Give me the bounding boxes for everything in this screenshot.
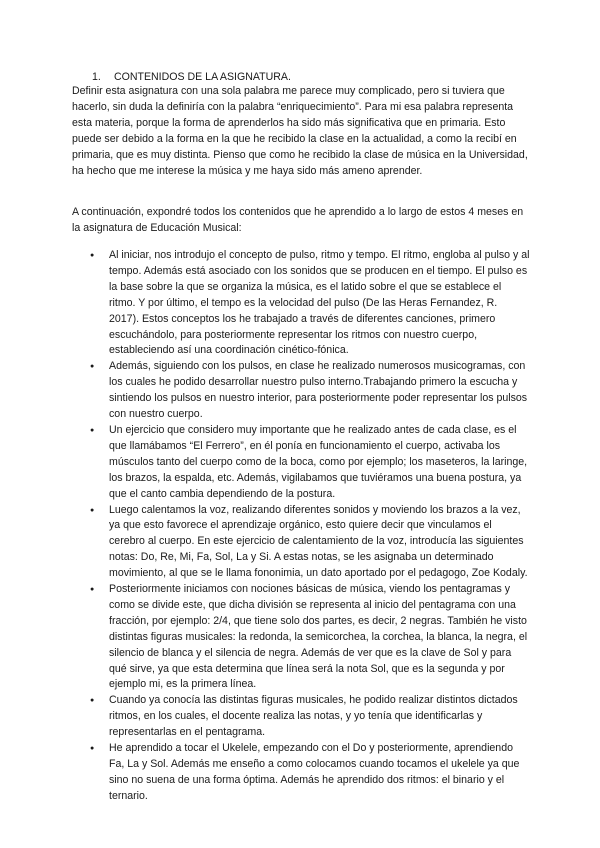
contents-list <box>90 248 530 805</box>
list-item: ● He aprendido a tocar el Ukelele, empezando con el Do y posteriormente, aprendiendo Fa, La y Sol. Además me enseño a como colocamos cuando tocamos el ukelele ya que sino no suena de una forma óptima. Además he aprendido dos ritmos: el binario y el ternario. <box>90 741 530 805</box>
list-item: ● Al iniciar, nos introdujo el concepto de pulso, ritmo y tempo. El ritmo, engloba al pulso y al tempo. Además está asociado con los sonidos que se producen en el tiempo. El pulso es la base sobre la que se organiza la música, es el latido sobre el que se establece el ritmo. Y por último, el tempo es la velocidad del pulso (De las Heras Fernandez, R. 2017). Estos conceptos los he trabajado a través de diferentes canciones, primero escuchándolo, para posteriormente representar los ritmos con nuestro cuerpo, estableciendo así una coordinación cinético-fónica. <box>90 248 530 359</box>
intro-paragraph: Definir esta asignatura con una sola palabra me parece muy complicado, pero si tuviera que hacerlo, sin duda la definiría con la palabra “enriquecimiento”. Para mi esa palabra representa esta materia, porque la forma de aprenderlos ha sido más significativa que en primaria. Esto puede ser debido a la forma en la que he recibido la clase en la actualidad, a como la recibí en primaria, que es muy distinta. Pienso que como he recibido la clase de música en la Universidad, ha hecho que me interese la música y me haya sido más ameno aprender. <box>72 85 528 177</box>
list-item: ● Un ejercicio que considero muy importante que he realizado antes de cada clase, es el que llamábamos “El Ferrero”, en él ponía en funcionamiento el cuerpo, activaba los músculos tanto del cuerpo como de la boca, como por ejemplo; los maseteros, la laringe, los brazos, la espalda, etc. Además, vigilabamos que tuviéramos una buena postura, ya que el canto cambia dependiendo de la postura. <box>90 423 530 503</box>
list-item: ● Posteriormente iniciamos con nociones básicas de música, viendo los pentagramas y como se divide este, que dicha división se representa al inicio del pentagrama con una fracción, por ejemplo: 2/4, que tiene solo dos partes, es decir, 2 negras. También he visto distintas figuras musicales: la redonda, la semicorchea, la corchea, la blanca, la negra, el silencio de blanca y el silencia de negra. Además de ver que es la clave de Sol y para qué sirve, ya que esta determina que línea será la nota Sol, que es la segunda y por ejemplo mi, es la primera línea. <box>90 582 530 693</box>
section-title: CONTENIDOS DE LA ASIGNATURA. <box>113 71 291 83</box>
list-item: ● Luego calentamos la voz, realizando diferentes sonidos y moviendo los brazos a la vez, ya que esto favorece el aprendizaje orgánico, esto quiere decir que vinculamos el cerebro al cuerpo. En este ejercicio de calentamiento de la voz, introducía las siguientes notas: Do, Re, Mi, Fa, Sol, La y Si. A estas notas, se les asignaba un determinado movimiento, al que se le llama fononimia, un dato aportado por el pedagogo, Zoe Kodaly. <box>90 503 530 583</box>
lead-paragraph: A continuación, expondré todos los contenidos que he aprendido a lo largo de estos 4 meses en la asignatura de Educación Musical: <box>72 206 524 234</box>
section-number: 1. <box>92 71 101 83</box>
section-heading <box>92 70 291 85</box>
list-item: ● Además, siguiendo con los pulsos, en clase he realizado numerosos musicogramas, con los cuales he podido desarrollar nuestro pulso interno.Trabajando primero la escucha y sintiendo los pulsos en nuestro interior, para posteriormente poder representar los pulsos con nuestro cuerpo. <box>90 359 530 423</box>
list-item: ● Cuando ya conocía las distintas figuras musicales, he podido realizar distintos dictados ritmos, en los cuales, el docente realiza las notas, y yo tenía que identificarlas y representarlas en el pentagrama. <box>90 693 530 741</box>
